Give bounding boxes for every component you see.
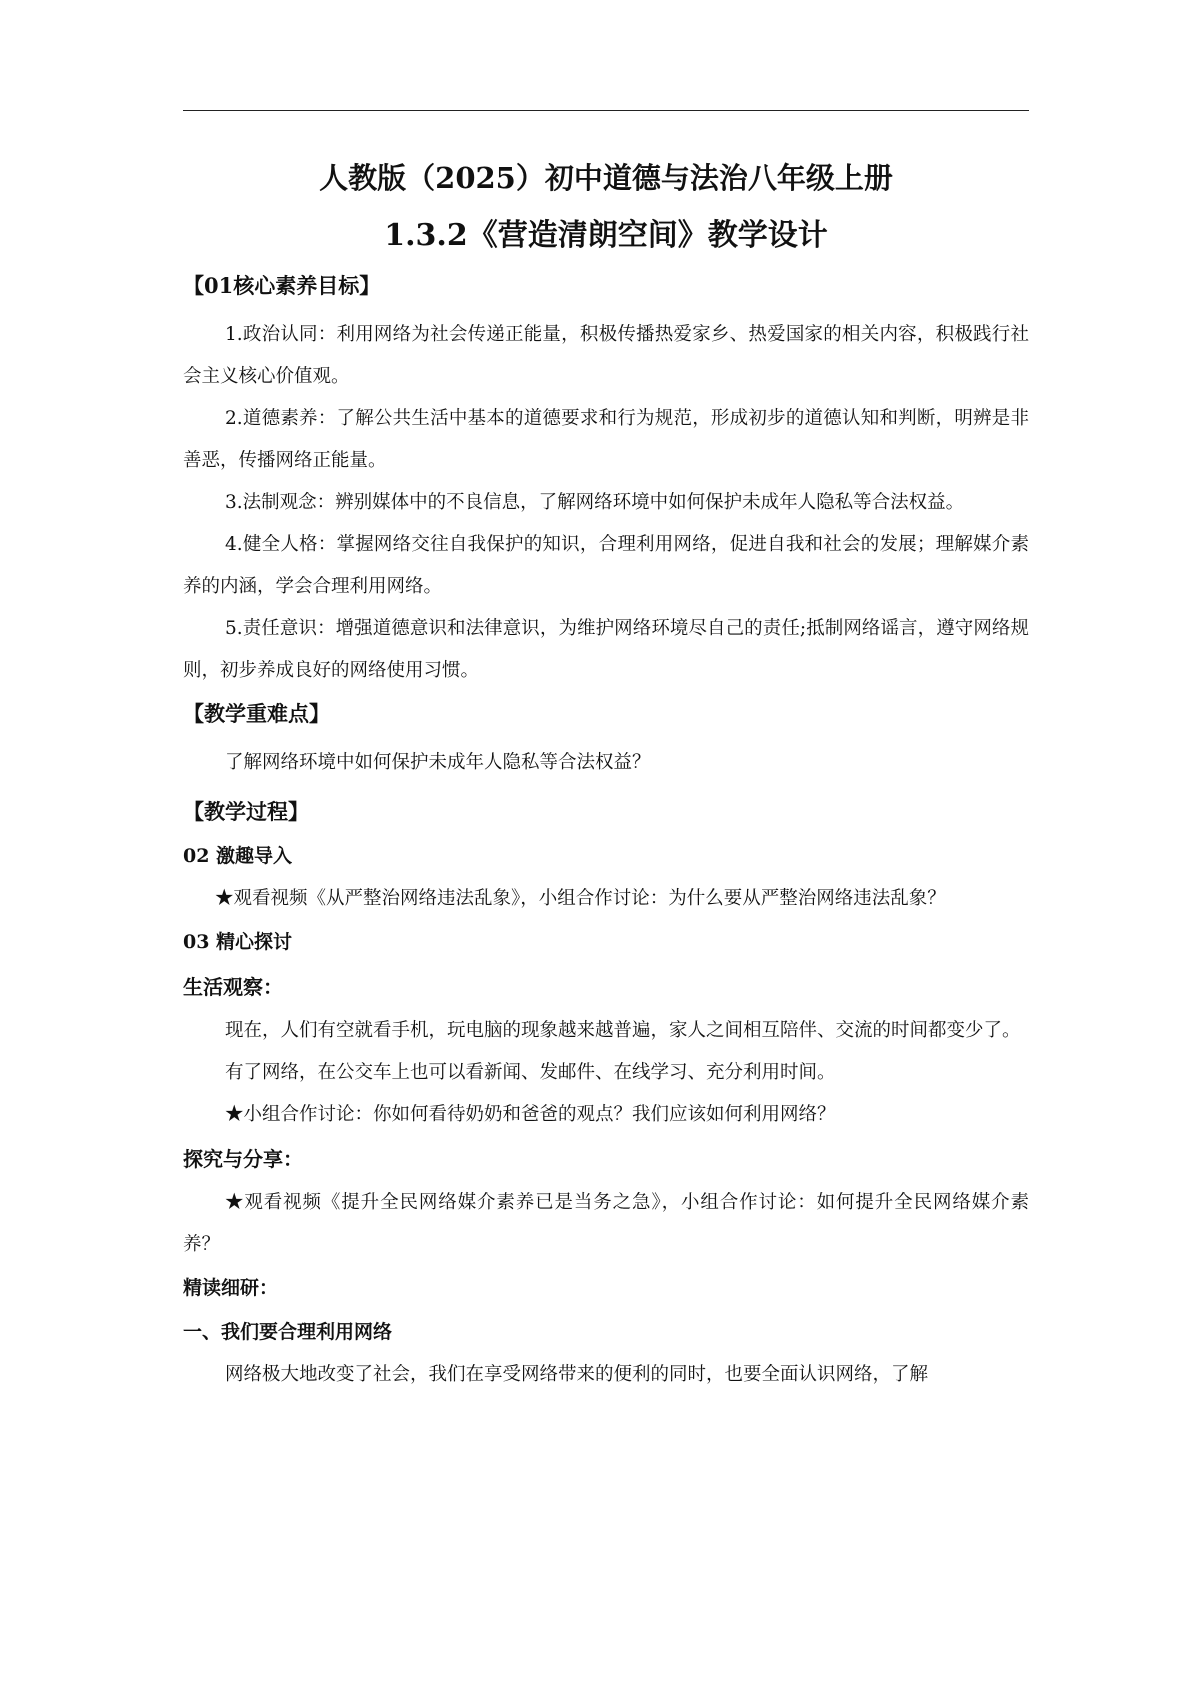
observe-paragraph-1: 现在，人们有空就看手机，玩电脑的现象越来越普遍，家人之间相互陪伴、交流的时间都变少了。 <box>225 1020 1021 1041</box>
goal-item-1: 1.政治认同：利用网络为社会传递正能量，积极传播热爱家乡、热爱国家的相关内容，积极践行社会主义核心价值观。 <box>183 324 1029 387</box>
explore-heading: 03 精心探讨 <box>183 931 293 953</box>
process-heading: 【教学过程】 <box>183 799 309 824</box>
goal-item-2: 2.道德素养：了解公共生活中基本的道德要求和行为规范，形成初步的道德认知和判断，明辨是非善恶，传播网络正能量。 <box>183 408 1029 471</box>
goal-item-5: 5.责任意识：增强道德意识和法律意识，为维护网络环境尽自己的责任;抵制网络谣言，遵守网络规则，初步养成良好的网络使用习惯。 <box>183 618 1029 681</box>
goals-heading: 【01核心素养目标】 <box>183 273 381 298</box>
doc-title-line2: 1.3.2《营造清朗空间》教学设计 <box>384 218 828 253</box>
share-heading: 探究与分享： <box>183 1147 303 1171</box>
observe-paragraph-2: 有了网络，在公交车上也可以看新闻、发邮件、在线学习、充分利用时间。 <box>225 1062 836 1083</box>
key-points-text: 了解网络环境中如何保护未成年人隐私等合法权益？ <box>225 752 651 773</box>
goal-item-4: 4.健全人格：掌握网络交往自我保护的知识，合理利用网络，促进自我和社会的发展；理解媒介素养的内涵，学会合理利用网络。 <box>183 534 1029 597</box>
goal-item-3: 3.法制观念：辨别媒体中的不良信息，了解网络环境中如何保护未成年人隐私等合法权益。 <box>225 492 965 513</box>
document-body <box>183 150 1029 1396</box>
observe-heading: 生活观察： <box>183 975 283 999</box>
intro-text: ★观看视频《从严整治网络违法乱象》，小组合作讨论：为什么要从严整治网络违法乱象？ <box>215 888 946 909</box>
doc-title-line1: 人教版（2025）初中道德与法治八年级上册 <box>319 161 893 195</box>
header-rule <box>183 110 1029 111</box>
share-text: ★观看视频《提升全民网络媒介素养已是当务之急》，小组合作讨论：如何提升全民网络媒介素养？ <box>183 1192 1029 1255</box>
read-heading: 精读细研： <box>183 1277 279 1299</box>
observe-paragraph-3: ★小组合作讨论：你如何看待奶奶和爸爸的观点？我们应该如何利用网络？ <box>225 1104 836 1125</box>
part1-text: 网络极大地改变了社会，我们在享受网络带来的便利的同时，也要全面认识网络，了解 <box>225 1364 929 1385</box>
key-points-heading: 【教学重难点】 <box>183 701 330 726</box>
part1-heading: 一、我们要合理利用网络 <box>183 1321 393 1343</box>
intro-heading: 02 激趣导入 <box>183 845 293 867</box>
